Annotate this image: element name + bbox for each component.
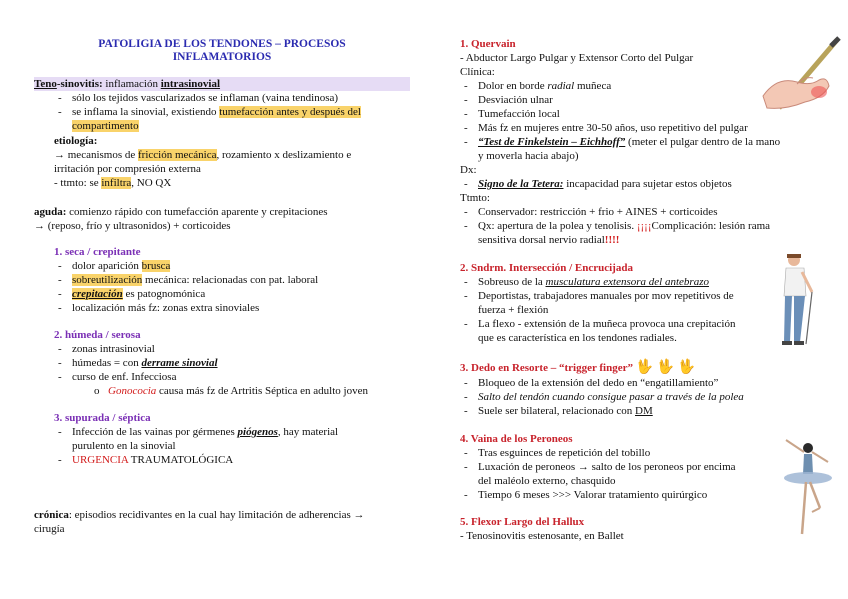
cronica-line-1 (34, 509, 365, 522)
cronica-line-2: cirugía (34, 523, 65, 535)
teno-rest: -sinovitis: (56, 78, 103, 90)
s1a-hl: brusca (141, 260, 171, 272)
trigger-finger-title (460, 361, 695, 375)
section-seca-title: 1. seca / crepitante (54, 246, 141, 258)
clinica-bullet-3: - Tumefacción local (478, 108, 560, 121)
t2e: !!!! (604, 234, 620, 246)
s1c-rest: es patognomónica (122, 288, 206, 300)
seca-bullet-3 (72, 288, 205, 301)
section-supurada-title: 3. supurada / séptica (54, 412, 151, 424)
ttmto-bullet-2-cont (478, 234, 619, 247)
peroneos-bullet-1: - Tras esguinces de repetición del tobillo (478, 447, 650, 460)
etio-label: etiología: (54, 135, 98, 147)
etio-line-2: irritación por compresión externa (54, 163, 201, 175)
page-title-line2: INFLAMATORIOS (172, 51, 272, 63)
peroneos-bullet-2: - Luxación de peroneos → salto de los peroneos por encima (478, 461, 736, 474)
s2a-em: musculatura extensora del antebrazo (545, 276, 709, 288)
trigger-bullet-2: - Salto del tendón cuando consigue pasar a través de la polea (478, 391, 744, 404)
c5a: “Test de Finkelstein – Eichhoff” (478, 136, 626, 148)
sub-bullet-mark: o (94, 385, 100, 397)
s1c-hl: crepitación (72, 288, 123, 300)
s3c-pre: Suele ser bilateral, relacionado con (478, 405, 635, 417)
s3a-pre: Infección de las vainas por gérmenes (72, 426, 238, 438)
teno-term: Teno (34, 78, 57, 90)
seca-bullet-1 (72, 260, 170, 273)
ballerina-icon (780, 438, 836, 538)
etio3c: , NO QX (131, 177, 172, 189)
s2a-pre: Sobreuso de la (478, 276, 546, 288)
cronica1: : episodios recidivantes en la cual hay limitación de adherencias → (68, 509, 365, 521)
s3b-rest: TRAUMATOLÓGICA (128, 454, 234, 466)
supurada-bullet-1-cont: purulento en la sinovial (72, 440, 176, 452)
teno-bullet-2 (72, 106, 361, 119)
clinica-bullet-5 (478, 136, 780, 149)
clinica-label: Clínica: (460, 66, 495, 78)
section-humeda-title: 2. húmeda / serosa (54, 329, 141, 341)
etio1b: fricción mecánica (138, 149, 217, 161)
trigger-bullet-3 (478, 405, 653, 418)
humeda-bullet-1: - zonas intrasinovial (72, 343, 155, 356)
c5b: (meter el pulgar dentro de la mano (625, 136, 781, 148)
etio3b: infiltra (101, 177, 132, 189)
interseccion-bullet-2-cont: fuerza + flexión (478, 304, 549, 316)
teno-bullet-2-cont (72, 120, 139, 133)
interseccion-bullet-3-cont: que es característica en los tendones radiales. (478, 332, 677, 344)
t2c: Complicación: lesión rama (651, 220, 771, 232)
hallux-title: 5. Flexor Largo del Hallux (460, 516, 585, 528)
etio1a: → mecanismos de (54, 149, 139, 161)
s3b-red: URGENCIA (72, 454, 129, 466)
etio-line-3 (54, 177, 171, 190)
s2d-red: Gonococia (108, 385, 157, 397)
c1c: muñeca (574, 80, 612, 92)
teno-intra: intrasinovial (160, 78, 221, 90)
cronica-label: crónica (34, 509, 69, 521)
quervain-title: 1. Quervain (460, 38, 516, 50)
teno-desc: inflamación (102, 78, 161, 90)
ttmto-bullet-1: - Conservador: restricción + frio + AINES + corticoides (478, 206, 717, 219)
teno-heading (34, 78, 220, 91)
interseccion-bullet-1 (478, 276, 709, 289)
dx-label: Dx: (460, 164, 477, 176)
aguda-label: aguda: (34, 206, 67, 218)
peroneos-bullet-3: - Tiempo 6 meses >>> Valorar tratamiento quirúrgico (478, 489, 707, 502)
clinica-bullet-4: - Más fz en mujeres entre 30-50 años, uso repetitivo del pulgar (478, 122, 748, 135)
s2d-rest: causa más fz de Artritis Séptica en adulto joven (156, 385, 368, 397)
teno-b2c: compartimento (72, 120, 139, 132)
quervain-line-1: - Abductor Largo Pulgar y Extensor Corto del Pulgar (460, 52, 694, 64)
teno-b2b: tumefacción antes y después del (219, 106, 361, 118)
etio-line-1 (54, 149, 351, 162)
s2b-pre: húmedas = con (72, 357, 142, 369)
clinica-bullet-2: - Desviación ulnar (478, 94, 553, 107)
t2b: ¡¡¡¡ (636, 220, 652, 232)
vulcan-hand-icon: 🖖 🖖 🖖 (635, 360, 696, 375)
clinica-bullet-5-cont: y moverla hacia abajo) (478, 150, 579, 162)
etio1c: , rozamiento x deslizamiento e (216, 149, 352, 161)
s3a-post: , hay material (277, 426, 339, 438)
supurada-bullet-1 (72, 426, 338, 439)
seca-bullet-2 (72, 274, 318, 287)
peroneos-title: 4. Vaina de los Peroneos (460, 433, 573, 445)
page-title-line1: PATOLIGIA DE LOS TENDONES – PROCESOS (98, 38, 346, 50)
s1a-pre: dolor aparición (72, 260, 142, 272)
etio3a: - ttmto: se (54, 177, 102, 189)
peroneos-bullet-2-cont: del maléolo externo, chasquido (478, 475, 616, 487)
dx1b: incapacidad para sujetar estos objetos (563, 178, 732, 190)
s2b-em: derrame sinovial (141, 357, 218, 369)
trigger-bullet-1: - Bloqueo de la extensión del dedo en “engatillamiento” (478, 377, 718, 390)
t2a: Qx: apertura de la polea y tenolisis. (478, 220, 637, 232)
aguda-line-1 (34, 206, 328, 219)
c1b: radial (547, 80, 575, 92)
humeda-sub-bullet (94, 385, 368, 398)
s3a-em: piógenos (237, 426, 278, 438)
interseccion-title: 2. Sndrm. Intersección / Encrucijada (460, 262, 633, 274)
hand-drawing-icon (757, 36, 843, 118)
s1b-rest: mecánica: relacionadas con pat. laboral (142, 274, 319, 286)
s1b-hl: sobreutilización (72, 274, 143, 286)
dx1a: Signo de la Tetera: (478, 178, 564, 190)
ttmto-bullet-2 (478, 220, 770, 233)
clinica-bullet-1 (478, 80, 611, 93)
hallux-line-1: - Tenosinovitis estenosante, en Ballet (460, 530, 624, 542)
s3c-ul: DM (635, 405, 653, 417)
humeda-bullet-3: - curso de enf. Infecciosa (72, 371, 176, 384)
seca-bullet-4: - localización más fz: zonas extra sinoviales (72, 302, 259, 315)
t2d: sensitiva dorsal nervio radial (478, 234, 605, 246)
teno-b2a: se inflama la sinovial, existiendo (72, 106, 220, 118)
interseccion-bullet-2: - Deportistas, trabajadores manuales por mov repetitivos de (478, 290, 734, 303)
supurada-bullet-2 (72, 454, 233, 467)
humeda-bullet-2 (72, 357, 218, 370)
aguda-line-2: → (reposo, frío y ultrasonidos) + corticoides (34, 220, 231, 232)
dx-bullet (478, 178, 732, 191)
golfer-icon (774, 252, 818, 348)
c1a: Dolor en borde (478, 80, 548, 92)
s3-title-text: 3. Dedo en Resorte – “trigger finger” (460, 362, 633, 374)
interseccion-bullet-3: - La flexo - extensión de la muñeca provoca una crepitación (478, 318, 735, 331)
teno-bullet-1: - sólo los tejidos vascularizados se inflaman (vaina tendinosa) (72, 92, 338, 105)
aguda1: comienzo rápido con tumefacción aparente y crepitaciones (66, 206, 328, 218)
ttmto-label: Ttmto: (460, 192, 490, 204)
